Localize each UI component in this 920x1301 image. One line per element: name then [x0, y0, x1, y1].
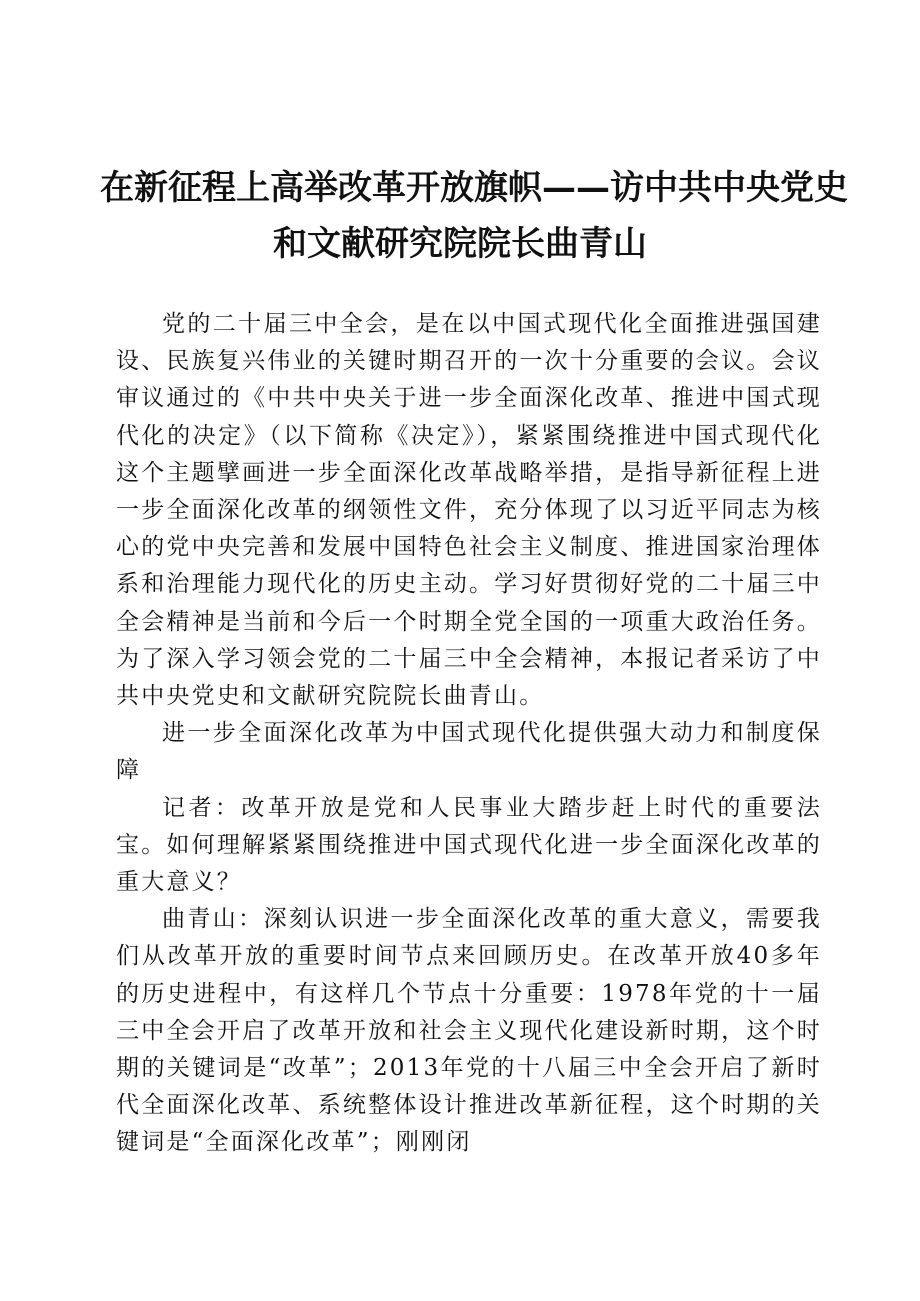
section-subheading: 进一步全面深化改革为中国式现代化提供强大动力和制度保障	[116, 720, 822, 784]
interviewee-answer: 曲青山：深刻认识进一步全面深化改革的重大意义，需要我们从改革开放的重要时间节点来回顾历史。在改革开放40多年的历史进程中，有这样几个节点十分重要：1978年党的十一届三中全会开启了改革开放和社会主义现代化建设新时期，这个时期的关键词是“改革”；2013年党的十八届三中全会开启了新时代全面深化改革、系统整体设计推进改革新征程，这个时期的关键词是“全面深化改革”；刚刚闭	[116, 906, 822, 1156]
article-title	[100, 160, 848, 272]
article-title-line-2: 和文献研究院院长曲青山	[273, 224, 647, 264]
intro-paragraph: 党的二十届三中全会，是在以中国式现代化全面推进强国建设、民族复兴伟业的关键时期召开的一次十分重要的会议。会议审议通过的《中共中央关于进一步全面深化改革、推进中国式现代化的决定》（以下简称《决定》），紧紧围绕推进中国式现代化这个主题擘画进一步全面深化改革战略举措，是指导新征程上进一步全面深化改革的纲领性文件，充分体现了以习近平同志为核心的党中央完善和发展中国特色社会主义制度、推进国家治理体系和治理能力现代化的历史主动。学习好贯彻好党的二十届三中全会精神是当前和今后一个时期全党全国的一项重大政治任务。为了深入学习领会党的二十届三中全会精神，本报记者采访了中共中央党史和文献研究院院长曲青山。	[116, 311, 822, 710]
article-title-line-1: 在新征程上高举改革开放旗帜——访中共中央党史	[100, 168, 848, 208]
reporter-question: 记者：改革开放是党和人民事业大踏步赶上时代的重要法宝。如何理解紧紧围绕推进中国式现代化进一步全面深化改革的重大意义？	[116, 794, 822, 896]
article-body	[116, 306, 822, 1162]
